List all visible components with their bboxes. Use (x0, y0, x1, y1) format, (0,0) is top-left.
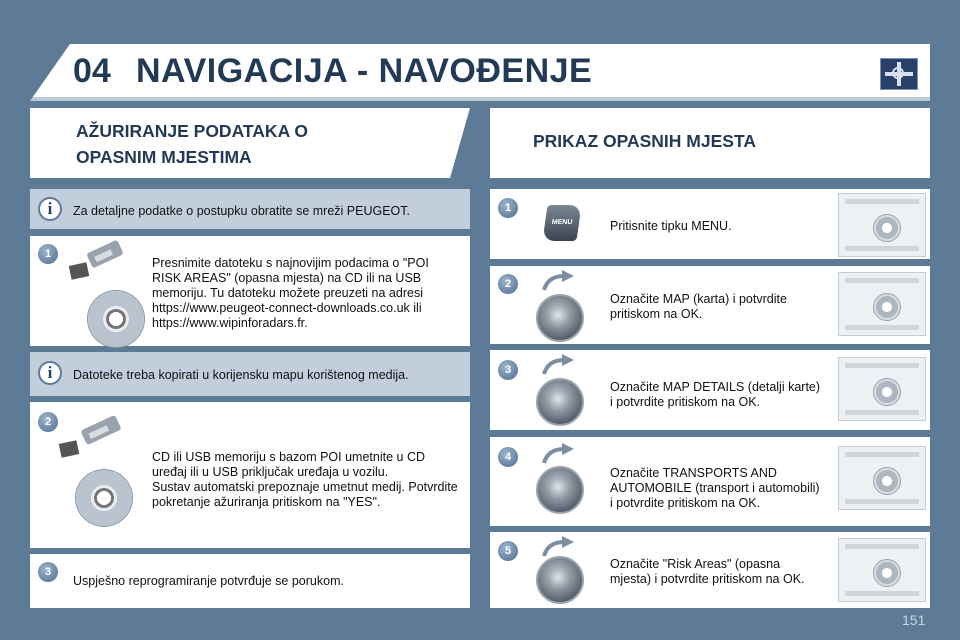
info-icon: i (38, 361, 62, 385)
radio-panel-icon (838, 446, 926, 510)
radio-panel-icon (838, 272, 926, 336)
rotary-knob-icon (536, 294, 584, 342)
step-number-badge: 4 (498, 447, 518, 467)
rotary-knob-icon (536, 556, 584, 604)
right-step-5-text: Označite "Risk Areas" (opasna mjesta) i potvrdite pritiskom na OK. (610, 557, 805, 586)
step-number-badge: 2 (498, 274, 518, 294)
info-text-root-folder: Datoteke treba kopirati u korijensku mapu korištenog medija. (73, 368, 409, 382)
radio-panel-icon (838, 538, 926, 602)
step-3-text: Uspješno reprogramiranje potvrđuje se porukom. (73, 574, 344, 588)
step-number-badge: 3 (498, 360, 518, 380)
step-number-badge: 2 (38, 412, 58, 432)
step-1-text: Presnimite datoteku s najnovijim podacima o "POI RISK AREAS" (opasna mjesta) na CD ili na USB memoriju. Tu datoteku možete preuzeti na adresi https://www.peugeot-connect-downloads.co.uk ili https://www.wipinforadars.fr. (152, 256, 429, 330)
menu-button-icon: MENU (542, 205, 581, 241)
radio-panel-icon (838, 193, 926, 257)
turn-arrow-icon (540, 536, 576, 558)
turn-arrow-icon (540, 354, 576, 376)
info-text-network: Za detaljne podatke o postupku obratite se mreži PEUGEOT. (73, 204, 410, 218)
right-step-4-text: Označite TRANSPORTS AND AUTOMOBILE (transport i automobili) i potvrdite pritiskom na OK. (610, 466, 820, 510)
header-underline (30, 97, 930, 101)
cd-disc-icon (88, 291, 144, 347)
turn-arrow-icon (540, 270, 576, 292)
page-title: NAVIGACIJA - NAVOĐENJE (136, 52, 593, 90)
navigation-crosshair-icon (880, 58, 918, 90)
cd-disc-icon (76, 470, 132, 526)
right-step-2-text: Označite MAP (karta) i potvrdite pritiskom na OK. (610, 292, 787, 321)
rotary-knob-icon (536, 466, 584, 514)
step-number-badge: 1 (498, 198, 518, 218)
step-2-text: CD ili USB memoriju s bazom POI umetnite u CD uređaj ili u USB priključak uređaja u vozilu. Sustav automatski prepoznaje umetnut medij. Potvrdite pokretanje ažuriranja pritiskom na "YES". (152, 450, 458, 509)
rotary-knob-icon (536, 378, 584, 426)
page-number: 151 (902, 612, 926, 628)
turn-arrow-icon (540, 443, 576, 465)
left-section-title: AŽURIRANJE PODATAKA O OPASNIM MJESTIMA (76, 121, 309, 167)
step-number-badge: 1 (38, 244, 58, 264)
right-step-3-text: Označite MAP DETAILS (detalji karte) i potvrdite pritiskom na OK. (610, 380, 821, 409)
usb-stick-icon (68, 238, 128, 282)
right-step-1-text: Pritisnite tipku MENU. (610, 219, 732, 233)
usb-stick-icon (58, 412, 128, 462)
info-icon: i (38, 197, 62, 221)
step-number-badge: 3 (38, 562, 58, 582)
right-section-title: PRIKAZ OPASNIH MJESTA (533, 131, 756, 151)
chapter-number: 04 (73, 52, 111, 90)
step-number-badge: 5 (498, 541, 518, 561)
radio-panel-icon (838, 357, 926, 421)
